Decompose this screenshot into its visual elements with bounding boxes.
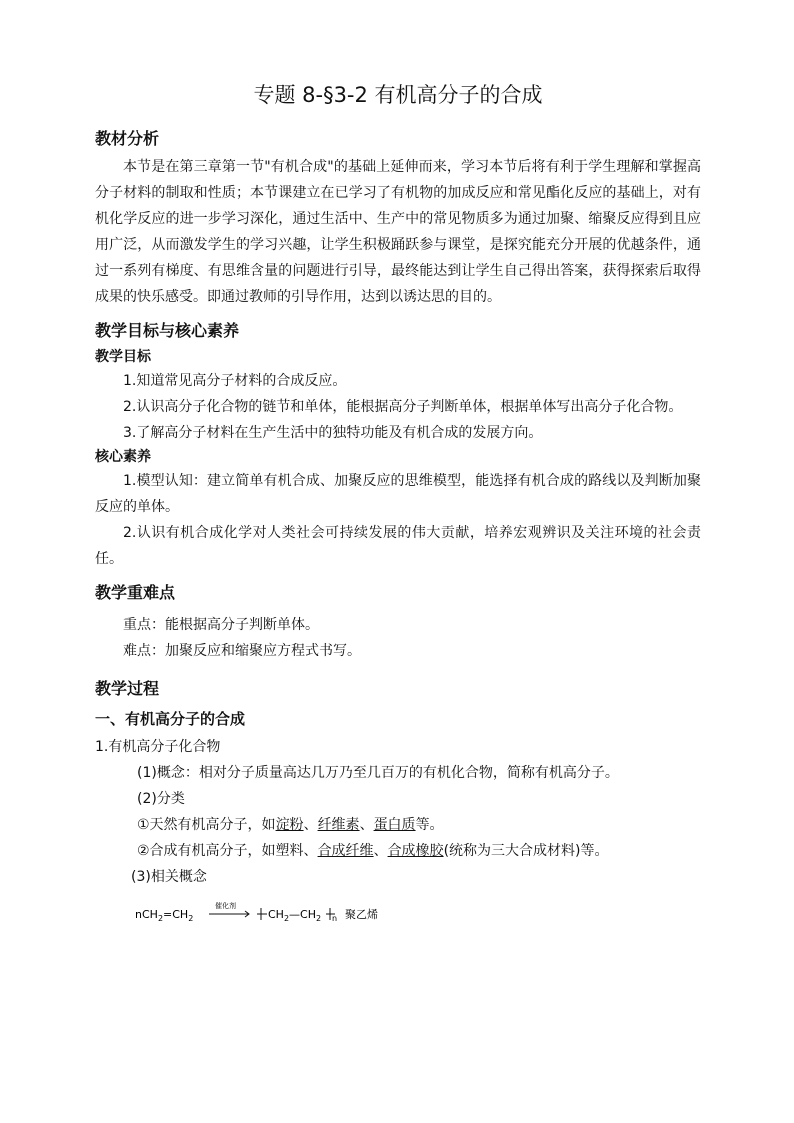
process-item-1: 1.有机高分子化合物 [95,739,221,755]
goal-item-3: 3.了解高分子材料在生产生活中的独特功能及有机合成的发展方向。 [123,425,543,441]
eq-polymer-name: 聚乙烯 [345,908,378,921]
subheading-teaching-goals: 教学目标 [95,349,151,365]
synthetic-rubber: 合成橡胶 [387,843,444,859]
process-section-1: 一、有机高分子的合成 [95,710,246,728]
classify-line: (2)分类 [137,791,185,807]
polymerization-equation [95,900,701,928]
literacy-item-2: 2.认识有机合成化学对人类社会可持续发展的伟大贡献，培养宏观辨识及关注环境的社会责任。 [95,525,701,567]
synthetic-polymers-line: ②合成有机高分子，如塑料、合成纤维、合成橡胶(统称为三大合成材料)等。 [137,843,609,859]
synthetic-fiber: 合成纤维 [317,843,374,859]
section-heading-keypoints: 教学重难点 [95,583,176,602]
document-page [95,80,701,928]
hard-point: 难点：加聚反应和缩聚应方程式书写。 [123,643,361,659]
natural-starch: 淀粉 [275,817,304,833]
section-heading-analysis: 教材分析 [95,129,160,148]
eq-product: $CH_2—CH_2$ [268,908,322,923]
natural-polymers-line: ①天然有机高分子，如淀粉、纤维素、蛋白质等。 [137,817,444,833]
literacy-item-1: 1.模型认知：建立简单有机合成、加聚反应的思维模型，能选择有机合成的路线以及判断加聚反应的单体。 [95,473,701,515]
subheading-core-literacy: 核心素养 [95,449,151,465]
eq-catalyst: 催化剂 [215,902,236,910]
ethylene-polymerization-svg [135,900,395,928]
related-concepts-line: (3)相关概念 [131,869,207,885]
natural-protein: 蛋白质 [373,817,416,833]
eq-n: n [332,914,338,923]
section-heading-goals: 教学目标与核心素养 [95,321,240,340]
document-title: 专题 8-§3-2 有机高分子的合成 [253,83,543,107]
concept-line: (1)概念：相对分子质量高达几万乃至几百万的有机化合物，简称有机高分子。 [137,765,619,781]
key-point: 重点：能根据高分子判断单体。 [123,617,319,633]
natural-cellulose: 纤维素 [317,817,360,833]
analysis-paragraph: 本节是在第三章第一节"有机合成"的基础上延伸而来，学习本节后将有利于学生理解和掌握高分子材料的制取和性质；本节课建立在已学习了有机物的加成反应和常见酯化反应的基础上，对有机化学反应的进一步学习深化，通过生活中、生产中的常见物质多为通过加聚、缩聚反应得到且应用广泛，从而激发学生的学习兴趣，让学生积极踊跃参与课堂，是探究能充分开展的优越条件，通过一系列有梯度、有思维含量的问题进行引导，最终能达到让学生自己得出答案，获得探索后取得成果的快乐感受。即通过教师的引导作用，达到以诱达思的目的。 [95,159,701,305]
goal-item-1: 1.知道常见高分子材料的合成反应。 [123,373,347,389]
eq-reactant: $nCH_2=CH_2$ [135,908,194,923]
section-heading-process: 教学过程 [95,679,160,698]
goal-item-2: 2.认识高分子化合物的链节和单体，能根据高分子判断单体，根据单体写出高分子化合物。 [123,399,683,415]
